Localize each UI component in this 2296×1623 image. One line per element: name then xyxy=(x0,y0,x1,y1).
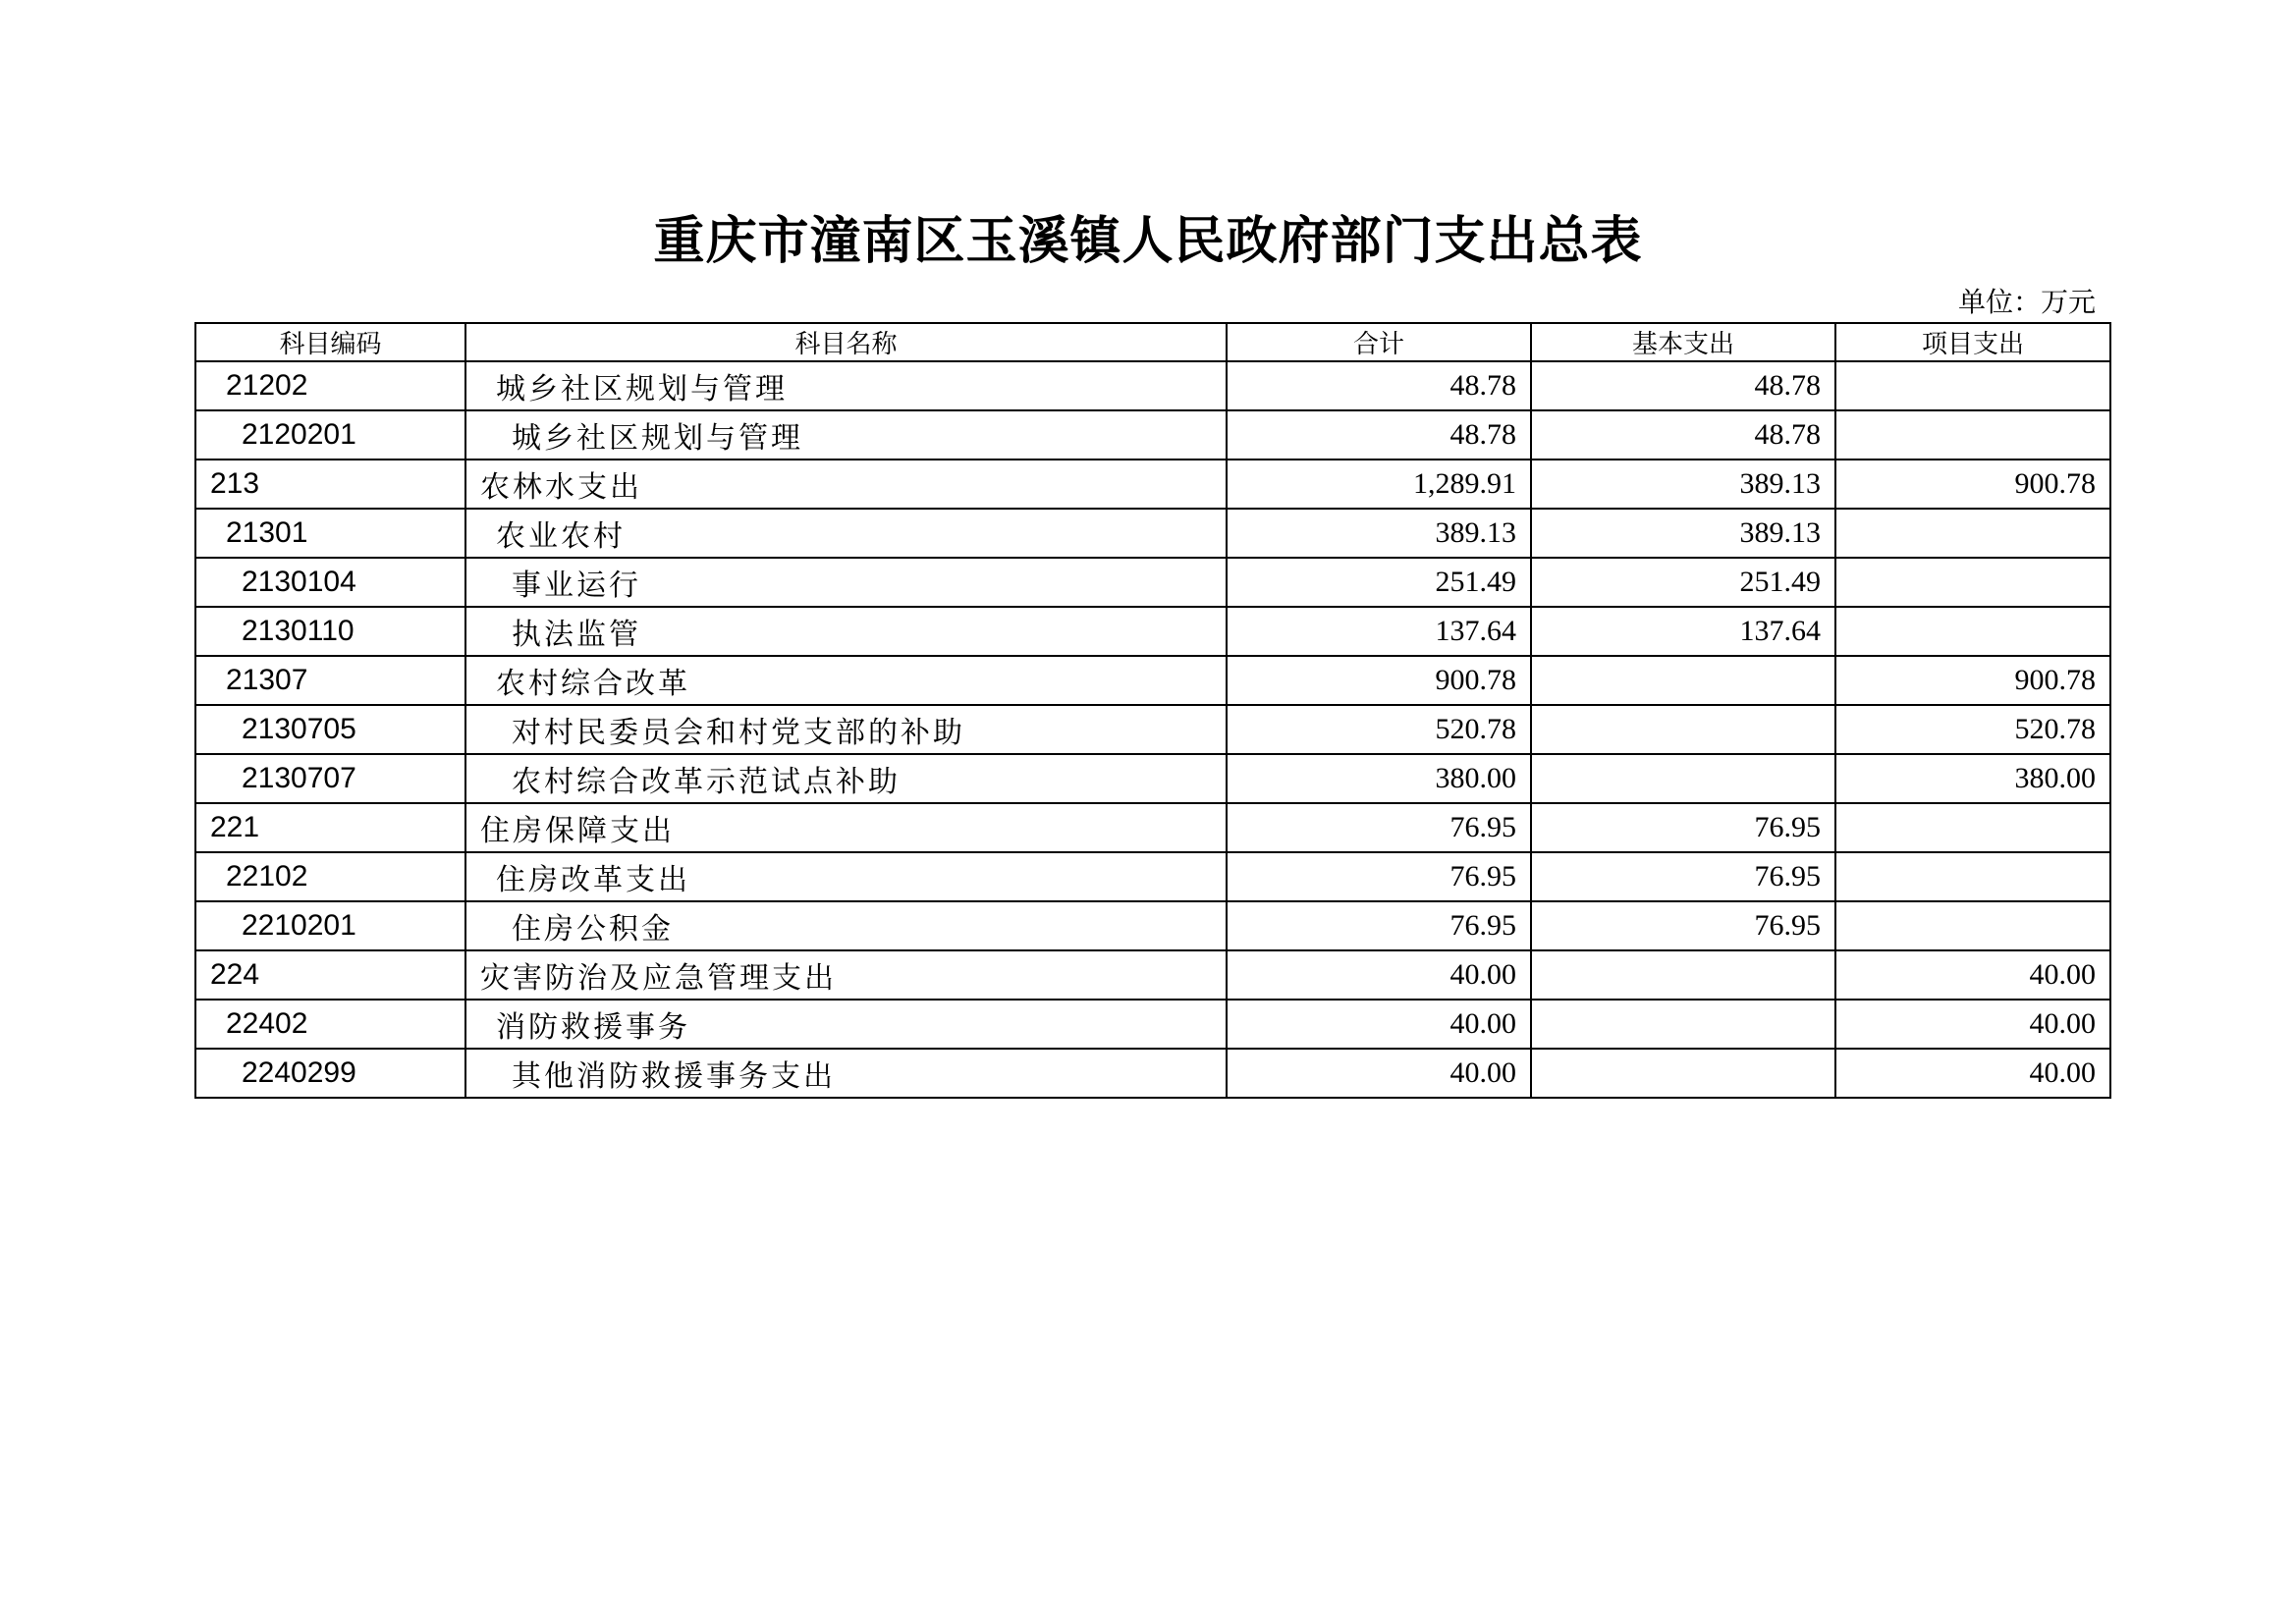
unit-label: 单位：万元 xyxy=(1957,286,2096,318)
cell-name: 农村综合改革 xyxy=(465,656,1227,705)
cell-basic: 137.64 xyxy=(1531,607,1835,656)
cell-code: 221 xyxy=(195,803,465,852)
cell-name: 其他消防救援事务支出 xyxy=(465,1049,1227,1098)
cell-total: 48.78 xyxy=(1227,361,1531,410)
cell-name: 城乡社区规划与管理 xyxy=(465,361,1227,410)
cell-code: 21301 xyxy=(195,509,465,558)
cell-basic xyxy=(1531,656,1835,705)
cell-project xyxy=(1835,607,2110,656)
table-body xyxy=(195,361,2110,1098)
cell-code: 213 xyxy=(195,460,465,509)
cell-project xyxy=(1835,901,2110,950)
table-row xyxy=(195,754,2110,803)
cell-basic: 76.95 xyxy=(1531,901,1835,950)
cell-total: 40.00 xyxy=(1227,950,1531,1000)
cell-project xyxy=(1835,558,2110,607)
cell-name: 住房保障支出 xyxy=(465,803,1227,852)
table-row xyxy=(195,901,2110,950)
cell-project: 40.00 xyxy=(1835,950,2110,1000)
cell-project: 40.00 xyxy=(1835,1000,2110,1049)
cell-basic xyxy=(1531,950,1835,1000)
cell-basic: 389.13 xyxy=(1531,460,1835,509)
cell-project: 520.78 xyxy=(1835,705,2110,754)
cell-project xyxy=(1835,852,2110,901)
cell-name: 农林水支出 xyxy=(465,460,1227,509)
table-row xyxy=(195,607,2110,656)
table-row xyxy=(195,656,2110,705)
cell-total: 76.95 xyxy=(1227,852,1531,901)
header-basic: 基本支出 xyxy=(1531,323,1835,361)
cell-basic: 251.49 xyxy=(1531,558,1835,607)
header-total: 合计 xyxy=(1227,323,1531,361)
cell-basic xyxy=(1531,705,1835,754)
expenditure-table xyxy=(194,322,2111,1099)
cell-total: 1,289.91 xyxy=(1227,460,1531,509)
cell-total: 900.78 xyxy=(1227,656,1531,705)
cell-basic: 389.13 xyxy=(1531,509,1835,558)
cell-basic xyxy=(1531,1000,1835,1049)
cell-total: 76.95 xyxy=(1227,901,1531,950)
table-header-row xyxy=(195,323,2110,361)
cell-name: 事业运行 xyxy=(465,558,1227,607)
cell-total: 251.49 xyxy=(1227,558,1531,607)
cell-name: 灾害防治及应急管理支出 xyxy=(465,950,1227,1000)
cell-project xyxy=(1835,361,2110,410)
cell-project: 900.78 xyxy=(1835,460,2110,509)
cell-name: 对村民委员会和村党支部的补助 xyxy=(465,705,1227,754)
cell-project: 380.00 xyxy=(1835,754,2110,803)
table-row xyxy=(195,361,2110,410)
cell-name: 执法监管 xyxy=(465,607,1227,656)
table-row xyxy=(195,705,2110,754)
cell-name: 消防救援事务 xyxy=(465,1000,1227,1049)
table-row xyxy=(195,950,2110,1000)
cell-total: 40.00 xyxy=(1227,1000,1531,1049)
cell-total: 137.64 xyxy=(1227,607,1531,656)
cell-code: 2120201 xyxy=(195,410,465,460)
cell-total: 520.78 xyxy=(1227,705,1531,754)
cell-basic: 48.78 xyxy=(1531,361,1835,410)
cell-name: 城乡社区规划与管理 xyxy=(465,410,1227,460)
table-row xyxy=(195,410,2110,460)
cell-name: 住房改革支出 xyxy=(465,852,1227,901)
cell-basic xyxy=(1531,754,1835,803)
cell-code: 21202 xyxy=(195,361,465,410)
cell-total: 380.00 xyxy=(1227,754,1531,803)
cell-name: 农业农村 xyxy=(465,509,1227,558)
table-row xyxy=(195,558,2110,607)
cell-basic: 48.78 xyxy=(1531,410,1835,460)
cell-basic: 76.95 xyxy=(1531,852,1835,901)
table-row xyxy=(195,460,2110,509)
table-row xyxy=(195,509,2110,558)
header-project: 项目支出 xyxy=(1835,323,2110,361)
cell-name: 住房公积金 xyxy=(465,901,1227,950)
cell-total: 389.13 xyxy=(1227,509,1531,558)
table-row xyxy=(195,1049,2110,1098)
cell-code: 22102 xyxy=(195,852,465,901)
page-title: 重庆市潼南区玉溪镇人民政府部门支出总表 xyxy=(653,211,1643,271)
cell-code: 21307 xyxy=(195,656,465,705)
table-row xyxy=(195,1000,2110,1049)
cell-total: 48.78 xyxy=(1227,410,1531,460)
table-row xyxy=(195,852,2110,901)
cell-project xyxy=(1835,509,2110,558)
cell-code: 2210201 xyxy=(195,901,465,950)
cell-code: 2130104 xyxy=(195,558,465,607)
cell-code: 2130705 xyxy=(195,705,465,754)
cell-project: 900.78 xyxy=(1835,656,2110,705)
cell-project: 40.00 xyxy=(1835,1049,2110,1098)
cell-code: 2240299 xyxy=(195,1049,465,1098)
cell-name: 农村综合改革示范试点补助 xyxy=(465,754,1227,803)
cell-project xyxy=(1835,803,2110,852)
cell-basic xyxy=(1531,1049,1835,1098)
cell-code: 2130707 xyxy=(195,754,465,803)
cell-code: 2130110 xyxy=(195,607,465,656)
table-row xyxy=(195,803,2110,852)
header-code: 科目编码 xyxy=(195,323,465,361)
cell-total: 76.95 xyxy=(1227,803,1531,852)
cell-code: 22402 xyxy=(195,1000,465,1049)
header-name: 科目名称 xyxy=(465,323,1227,361)
cell-basic: 76.95 xyxy=(1531,803,1835,852)
cell-total: 40.00 xyxy=(1227,1049,1531,1098)
cell-project xyxy=(1835,410,2110,460)
cell-code: 224 xyxy=(195,950,465,1000)
